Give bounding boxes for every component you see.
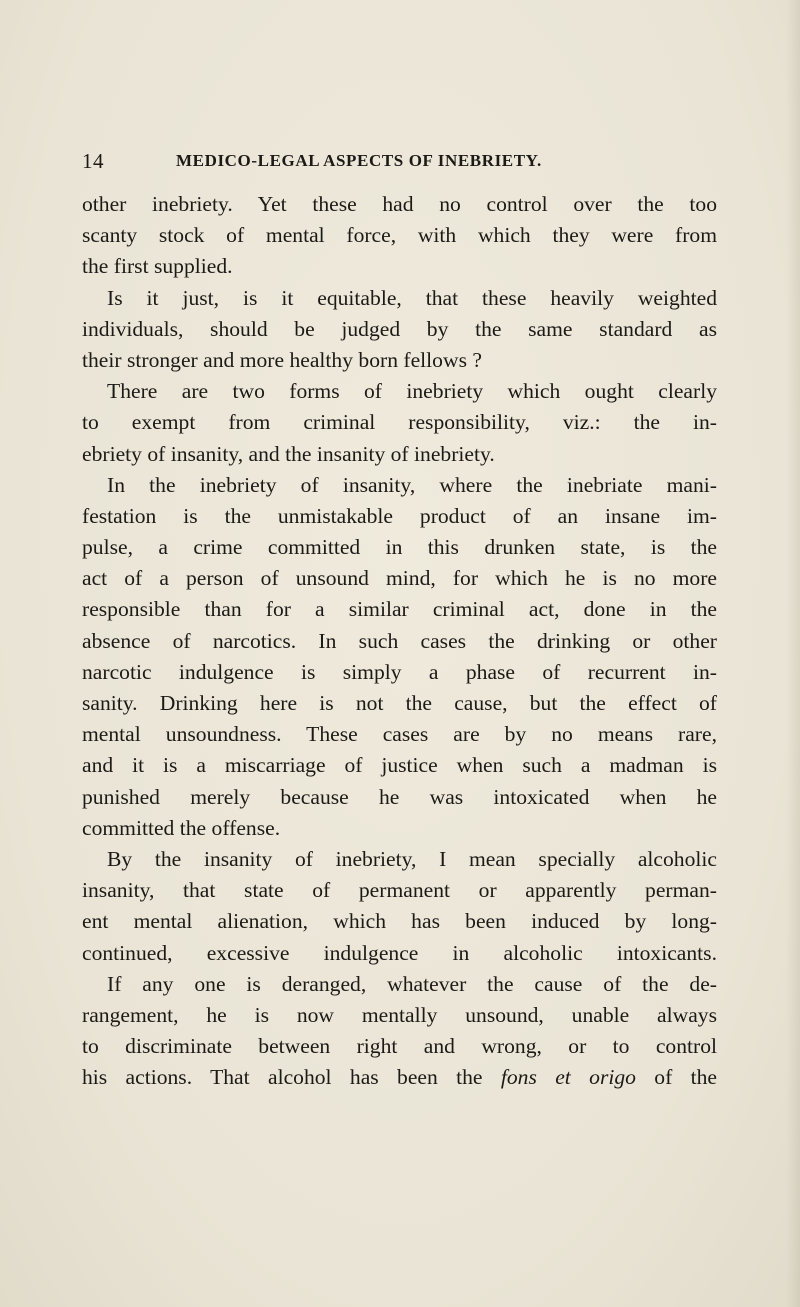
text-line: Is it just, is it equitable, that these heavily weighted xyxy=(107,285,717,310)
page-number: 14 xyxy=(82,149,104,173)
text-line: By the insanity of inebriety, I mean specially alcoholic xyxy=(107,846,717,871)
text-line: absence of narcotics. In such cases the drinking or other xyxy=(82,628,717,653)
text-line: scanty stock of mental force, with which they were from xyxy=(82,223,717,248)
text-line: to discriminate between right and wrong, or to control xyxy=(82,1034,717,1059)
text-line: the first supplied. xyxy=(82,254,233,279)
text-line: and it is a miscarriage of justice when such a madman is xyxy=(82,753,717,778)
text-line: their stronger and more healthy born fellows ? xyxy=(82,347,482,372)
text-line-final xyxy=(82,1062,717,1093)
text-line: festation is the unmistakable product of an insane im- xyxy=(82,503,717,528)
text-line: mental unsoundness. These cases are by no means rare, xyxy=(82,722,717,747)
text-line: There are two forms of inebriety which ought clearly xyxy=(107,379,717,404)
text-line: narcotic indulgence is simply a phase of recurrent in- xyxy=(82,659,717,684)
final-line-start: his actions. That alcohol has been the xyxy=(82,1065,501,1090)
text-line: pulse, a crime committed in this drunken state, is the xyxy=(82,535,717,560)
running-head-title: MEDICO-LEGAL ASPECTS OF INEBRIETY. xyxy=(176,151,542,170)
text-line: rangement, he is now mentally unsound, unable always xyxy=(82,1002,717,1027)
text-line: ebriety of insanity, and the insanity of inebriety. xyxy=(82,441,495,466)
latin-phrase: fons et origo xyxy=(500,1065,636,1090)
text-line: If any one is deranged, whatever the cause of the de- xyxy=(107,971,717,996)
page-edge-shadow xyxy=(786,0,800,1307)
text-line: insanity, that state of permanent or apparently perman- xyxy=(82,878,717,903)
text-line: committed the offense. xyxy=(82,815,281,840)
text-line: other inebriety. Yet these had no control over the too xyxy=(82,192,717,216)
body-text xyxy=(82,189,717,1093)
text-line: responsible than for a similar criminal act, done in the xyxy=(82,597,717,622)
running-head xyxy=(82,149,722,177)
text-line: continued, excessive indulgence in alcoholic intoxicants. xyxy=(82,940,717,965)
text-line: sanity. Drinking here is not the cause, but the effect of xyxy=(82,691,717,715)
text-line: In the inebriety of insanity, where the inebriate mani- xyxy=(107,472,717,497)
text-line: punished merely because he was intoxicated when he xyxy=(82,784,717,809)
text-line: individuals, should be judged by the same standard as xyxy=(82,316,717,341)
final-line-end: of the xyxy=(635,1065,718,1090)
text-line: act of a person of unsound mind, for which he is no more xyxy=(82,566,717,591)
text-line: ent mental alienation, which has been induced by long- xyxy=(82,909,717,934)
text-line: to exempt from criminal responsibility, viz.: the in- xyxy=(82,410,717,435)
